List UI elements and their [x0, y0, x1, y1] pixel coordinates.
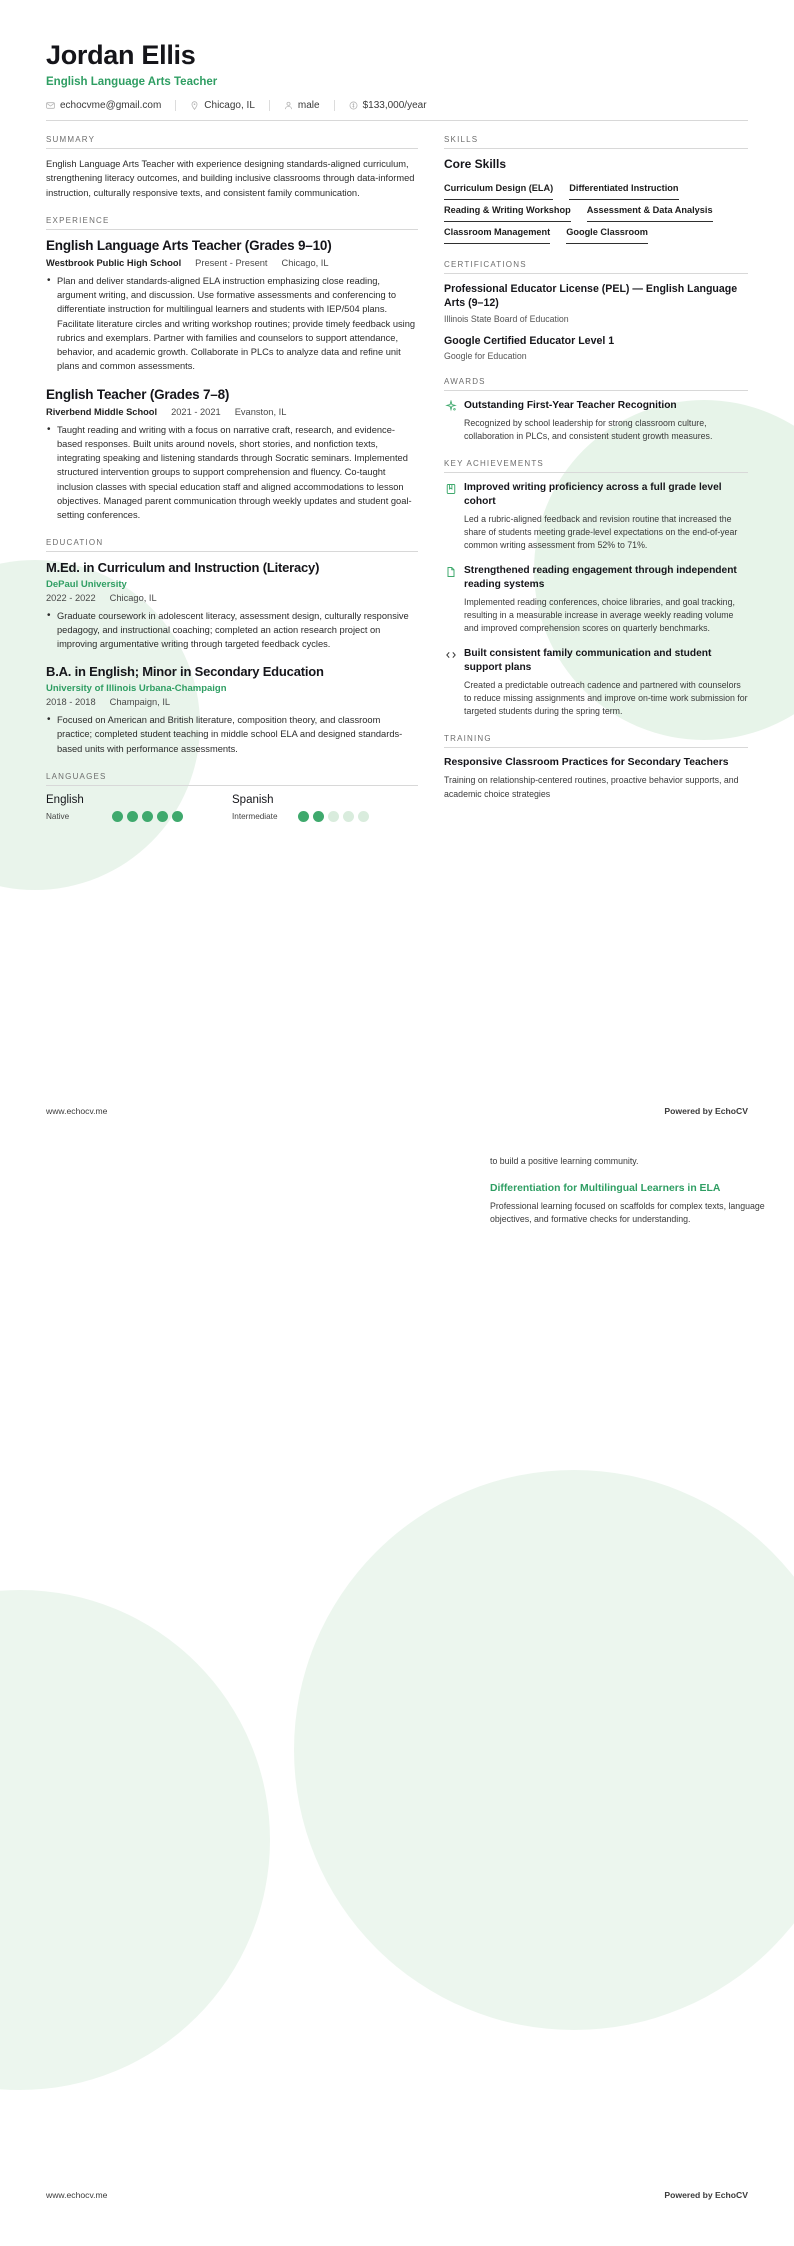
- job-bullet: • Taught reading and writing with a focus on narrative craft, research, and evidence-based responses. Built units around novels, short stories, and nonfiction texts, integrating speaking and listening standards through Socratic seminars. Implemented structured intervention groups to support comprehension and fluency. Co-taught inclusion classes with special education staff and aligned accommodations to lesson objectives. Managed parent communication through weekly updates and student goal-setting conferences.: [46, 423, 418, 522]
- page-footer: [46, 1106, 748, 1116]
- skill-chip: Curriculum Design (ELA): [444, 178, 553, 200]
- footer-site[interactable]: www.echocv.me: [46, 1106, 108, 1116]
- education-degree: B.A. in English; Minor in Secondary Education: [46, 664, 324, 680]
- note-icon: [444, 565, 457, 578]
- award-description: Recognized by school leadership for strong classroom culture, collaboration in PLCs, and consistent student growth measures.: [464, 417, 713, 441]
- languages-section-label: LANGUAGES: [46, 772, 418, 786]
- certification-issuer: Google for Education: [444, 350, 527, 361]
- resume-header: [0, 0, 794, 121]
- certifications-section: [444, 260, 748, 361]
- language-level: Intermediate: [232, 811, 278, 821]
- footer-brand: Powered by EchoCV: [664, 1106, 748, 1116]
- contact-gender[interactable]: [269, 100, 334, 111]
- contact-location[interactable]: [175, 100, 269, 111]
- achievement-item: [444, 481, 748, 552]
- skills-section: [444, 135, 748, 244]
- decorative-circle: [294, 1470, 794, 2030]
- language-dot: [313, 811, 324, 822]
- code-icon: [444, 648, 457, 661]
- job-location: Chicago, IL: [281, 258, 329, 269]
- language-level: Native: [46, 811, 70, 821]
- achievement-description: Implemented reading conferences, choice libraries, and goal tracking, resulting in a measurable increase in average weekly reading volume and improved comprehension scores on quarterly benchmarks.: [464, 596, 735, 634]
- location-icon: [190, 101, 199, 110]
- award-title: Outstanding First-Year Teacher Recognition: [464, 399, 677, 411]
- language-dot: [343, 811, 354, 822]
- training-section-label: TRAINING: [444, 734, 748, 748]
- job-location: Evanston, IL: [234, 407, 287, 418]
- education-item: [46, 560, 418, 651]
- job-bullet: • Plan and deliver standards-aligned ELA instruction emphasizing close reading, argument writing, and discussion. Use formative assessments and conferencing to differentiate instruction for multilingual learners and students with IEP/504 plans. Facilitate literature circles and writing workshop routines; provide timely feedback using rubrics and exemplars. Partner with families and counselors to support attendance, behavior, and academic growth. Collaborate in PLCs to analyze data and refine unit plans and common assessments.: [46, 274, 418, 373]
- certification-item: [444, 282, 748, 324]
- book-icon: [444, 482, 457, 495]
- job-company: Riverbend Middle School: [46, 407, 158, 418]
- sparkle-icon: [444, 400, 457, 413]
- right-column: [444, 135, 748, 817]
- language-item: [232, 794, 418, 822]
- language-dot: [328, 811, 339, 822]
- language-name: English: [46, 793, 84, 806]
- achievement-title: Strengthened reading engagement through independent reading systems: [464, 565, 737, 590]
- achievement-description: Created a predictable outreach cadence and partnered with counselors to reduce missing assignments and improve on-time work submission for targeted students during the spring term.: [464, 679, 748, 717]
- footer-site[interactable]: www.echocv.me: [46, 2190, 108, 2200]
- language-row: [232, 811, 418, 822]
- education-section: [46, 538, 418, 756]
- achievement-item: [444, 564, 748, 635]
- skills-group-title: Core Skills: [444, 157, 507, 171]
- languages-section: [46, 772, 418, 822]
- skill-chip: Differentiated Instruction: [569, 178, 678, 200]
- certification-issuer: Illinois State Board of Education: [444, 313, 569, 324]
- job-bullets: [46, 274, 418, 373]
- key-achievements-section: [444, 459, 748, 718]
- skill-chip: Google Classroom: [566, 222, 648, 244]
- language-dot: [112, 811, 123, 822]
- achievement-title: Built consistent family communication and student support plans: [464, 648, 712, 673]
- summary-section: [46, 135, 418, 200]
- language-dot: [172, 811, 183, 822]
- contact-row: [46, 100, 748, 121]
- training-section: [444, 734, 748, 800]
- job-dates: 2021 - 2021: [171, 407, 221, 418]
- education-location: Chicago, IL: [109, 592, 157, 603]
- language-dot: [298, 811, 309, 822]
- training-description: Training on relationship-centered routines, proactive behavior supports, and academic choice strategies: [444, 775, 739, 799]
- education-meta: [46, 593, 418, 603]
- certification-item: [444, 334, 748, 361]
- job-title: English Language Arts Teacher (Grades 9–10): [46, 238, 332, 254]
- left-column: [46, 135, 444, 838]
- skills-chip-list: [444, 178, 748, 244]
- language-dot: [142, 811, 153, 822]
- skill-chip: Classroom Management: [444, 222, 550, 244]
- experience-item: [46, 387, 418, 522]
- skill-chip: Reading & Writing Workshop: [444, 200, 571, 222]
- language-name: Spanish: [232, 793, 274, 806]
- achievement-item: [444, 647, 748, 718]
- education-location: Champaign, IL: [109, 697, 171, 708]
- contact-email-text: echocvme@gmail.com: [60, 100, 162, 111]
- contact-salary-text: $133,000/year: [362, 100, 427, 111]
- contact-gender-text: male: [297, 100, 320, 111]
- summary-section-label: SUMMARY: [46, 135, 418, 149]
- footer-brand: Powered by EchoCV: [664, 2190, 748, 2200]
- education-section-label: EDUCATION: [46, 538, 418, 552]
- page-title: Jordan Ellis: [46, 40, 196, 70]
- experience-section-label: EXPERIENCE: [46, 216, 418, 230]
- training-title: Differentiation for Multilingual Learners in ELA: [490, 1183, 721, 1195]
- language-dots: [298, 811, 369, 822]
- page-footer: [46, 2190, 748, 2200]
- achievement-title: Improved writing proficiency across a full grade level cohort: [464, 482, 722, 507]
- awards-section-label: AWARDS: [444, 377, 748, 391]
- award-item: [444, 399, 748, 443]
- contact-email[interactable]: [46, 100, 175, 111]
- achievement-description: Led a rubric-aligned feedback and revision routine that increased the share of students meeting grade-level expectations on the end-of-year common writing assessment from 52% to 71%.: [464, 513, 738, 550]
- education-bullets: [46, 609, 418, 651]
- education-school: DePaul University: [46, 578, 127, 590]
- language-dot: [127, 811, 138, 822]
- header-role: English Language Arts Teacher: [46, 76, 218, 88]
- education-degree: M.Ed. in Curriculum and Instruction (Literacy): [46, 559, 320, 575]
- language-dot: [157, 811, 168, 822]
- certification-name: Professional Educator License (PEL) — English Language Arts (9–12): [444, 283, 738, 310]
- job-bullets: [46, 423, 418, 522]
- job-company: Westbrook Public High School: [46, 258, 182, 269]
- language-dots: [112, 811, 183, 822]
- education-bullets: [46, 713, 418, 755]
- training-description: Professional learning focused on scaffolds for complex texts, language objectives, and formative checks for understanding.: [490, 1201, 765, 1225]
- mail-icon: [46, 101, 55, 110]
- summary-text: English Language Arts Teacher with experience designing standards-aligned curriculum, strengthening literacy outcomes, and building inclusive classrooms through data-informed instruction, culturally responsive texts, and consistent family communication.: [46, 159, 415, 198]
- languages-list: [46, 794, 418, 822]
- skills-section-label: SKILLS: [444, 135, 748, 149]
- job-dates: Present - Present: [195, 258, 268, 269]
- language-row: [46, 811, 232, 822]
- training-item: [444, 756, 748, 800]
- decorative-circle: [0, 1590, 270, 2090]
- education-dates: 2018 - 2018: [46, 697, 96, 708]
- education-school: University of Illinois Urbana-Champaign: [46, 683, 227, 695]
- education-dates: 2022 - 2022: [46, 592, 96, 603]
- training-continuation-text: to build a positive learning community.: [490, 1156, 639, 1166]
- skill-chip: Assessment & Data Analysis: [587, 200, 713, 222]
- person-icon: [284, 101, 293, 110]
- awards-section: [444, 377, 748, 443]
- contact-salary[interactable]: [334, 100, 441, 111]
- job-title: English Teacher (Grades 7–8): [46, 387, 230, 403]
- training-continuation: [490, 1155, 794, 1239]
- language-dot: [358, 811, 369, 822]
- key-achievements-section-label: KEY ACHIEVEMENTS: [444, 459, 748, 473]
- job-meta: [46, 258, 418, 268]
- education-bullet: • Focused on American and British literature, composition theory, and classroom practice; completed student teaching in middle school ELA and designed standards-based units with performance assessments.: [46, 713, 418, 755]
- job-meta: [46, 407, 418, 417]
- language-item: [46, 794, 232, 822]
- education-item: [46, 664, 418, 755]
- experience-item: [46, 238, 418, 373]
- experience-section: [46, 216, 418, 522]
- money-icon: [349, 101, 358, 110]
- certifications-section-label: CERTIFICATIONS: [444, 260, 748, 274]
- training-title: Responsive Classroom Practices for Secondary Teachers: [444, 757, 729, 769]
- certification-name: Google Certified Educator Level 1: [444, 334, 615, 347]
- education-meta: [46, 697, 418, 707]
- contact-location-text: Chicago, IL: [204, 100, 255, 111]
- education-bullet: • Graduate coursework in adolescent literacy, assessment design, culturally responsive pedagogy, and instructional coaching; completed an action research project on improving argumentative writing through targeted feedback cycles.: [46, 609, 418, 651]
- training-item: [490, 1182, 794, 1226]
